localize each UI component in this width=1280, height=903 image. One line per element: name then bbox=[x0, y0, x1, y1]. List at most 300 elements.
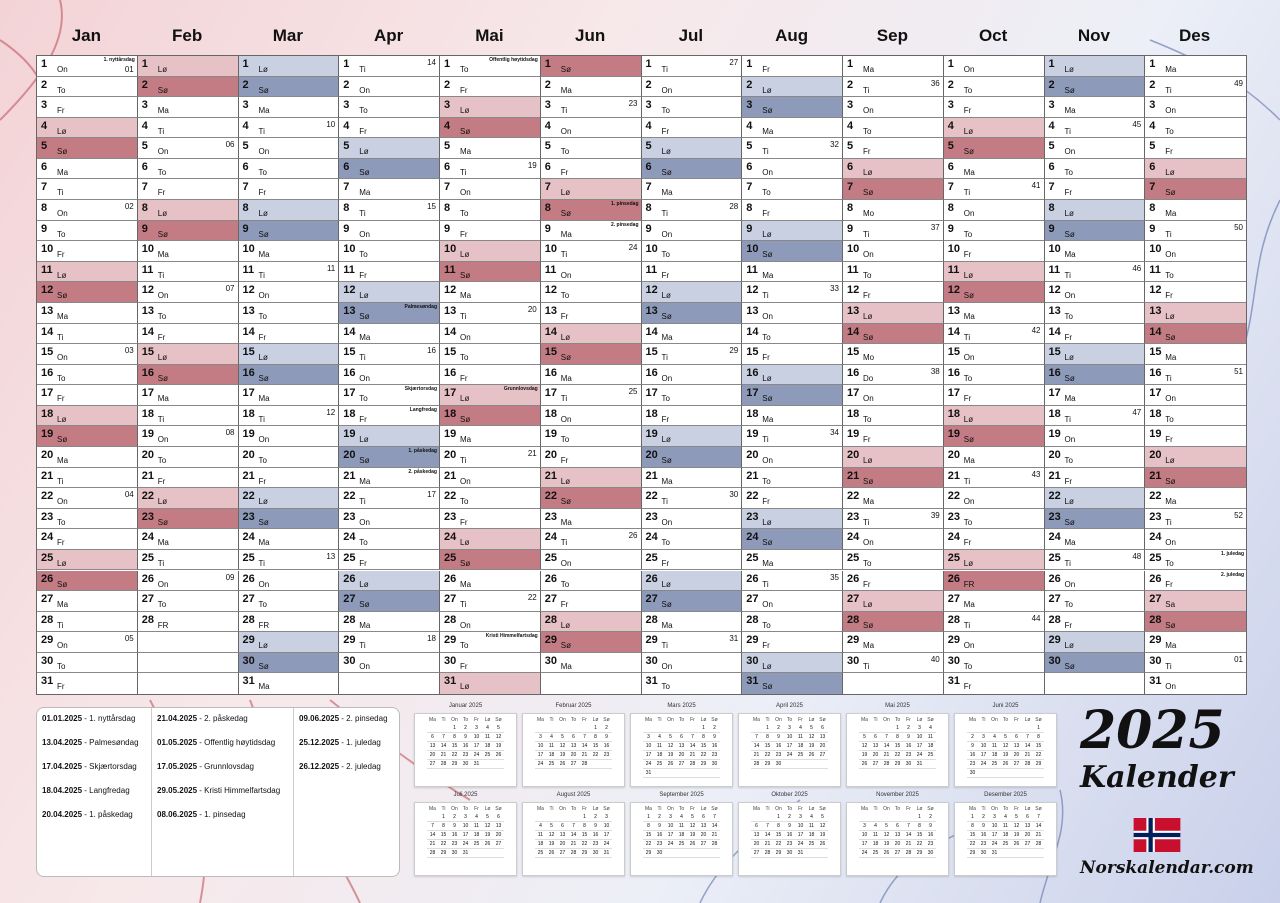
day-number: 18 bbox=[141, 407, 154, 420]
day-cell bbox=[944, 571, 1045, 592]
day-number: 6 bbox=[141, 160, 148, 173]
weekday-label: Fr bbox=[560, 600, 569, 610]
weekday-label: Sø bbox=[157, 373, 168, 383]
day-cell bbox=[138, 529, 239, 550]
empty-cell bbox=[339, 673, 440, 694]
day-number: 9 bbox=[343, 222, 350, 235]
weekday-label: To bbox=[157, 600, 167, 610]
mini-calendar bbox=[414, 792, 517, 862]
day-cell bbox=[944, 241, 1045, 262]
mini-calendar-body: Ma Ti On To Fr Lø Sø 1 2 3 4 5 6 7 8 9 10 11 12 13 14 15 16 17 18 19 20 21 22 23 24 25 26 27 28 29 30 31 bbox=[414, 713, 517, 787]
day-number: 30 bbox=[544, 654, 557, 667]
day-number: 7 bbox=[947, 181, 954, 194]
weekday-label: Fr bbox=[1165, 291, 1173, 301]
weekday-label: Sø bbox=[258, 373, 269, 383]
day-number: 4 bbox=[242, 119, 249, 132]
day-cell bbox=[138, 324, 239, 345]
day-cell bbox=[944, 303, 1045, 324]
day-cell bbox=[843, 653, 944, 674]
day-cell bbox=[541, 200, 642, 221]
day-cell bbox=[843, 571, 944, 592]
mini-calendar-body: Ma Ti On To Fr Lø Sø 1 2 3 4 5 6 7 8 9 10 11 12 13 14 15 16 17 18 19 20 21 22 23 24 25 26 27 28 29 30 bbox=[954, 713, 1057, 787]
day-number: 8 bbox=[41, 202, 48, 215]
weekday-label: To bbox=[963, 373, 973, 383]
weekday-label: Fr bbox=[762, 353, 770, 363]
day-number: 6 bbox=[444, 160, 451, 173]
weekday-label: Lø bbox=[157, 209, 168, 219]
day-number: 12 bbox=[847, 284, 860, 297]
day-number: 31 bbox=[947, 675, 960, 688]
day-number: 12 bbox=[544, 284, 557, 297]
weekday-label: To bbox=[359, 250, 368, 260]
day-cell bbox=[843, 591, 944, 612]
day-number: 11 bbox=[1048, 263, 1061, 276]
day-cell bbox=[37, 221, 138, 242]
weekday-label: Lø bbox=[157, 353, 168, 363]
weekday-label: On bbox=[1064, 435, 1076, 445]
weekday-label: On bbox=[762, 600, 773, 610]
day-cell bbox=[843, 118, 944, 139]
day-number: 20 bbox=[242, 449, 255, 462]
day-cell bbox=[1045, 344, 1146, 365]
weekday-label: Lø bbox=[661, 435, 671, 445]
day-cell bbox=[239, 632, 340, 653]
day-number: 13 bbox=[444, 304, 457, 317]
day-cell bbox=[944, 159, 1045, 180]
weekday-label: Fr bbox=[57, 538, 65, 548]
day-number: 10 bbox=[645, 243, 658, 256]
day-cell bbox=[37, 591, 138, 612]
weekday-label: Ti bbox=[157, 414, 165, 424]
week-number: 18 bbox=[427, 634, 436, 644]
weekday-label: Lø bbox=[1064, 209, 1074, 219]
day-cell bbox=[339, 159, 440, 180]
weekday-label: Ti bbox=[560, 394, 568, 404]
weekday-label: Sø bbox=[560, 209, 571, 219]
day-number: 11 bbox=[242, 263, 255, 276]
weekday-label: Ti bbox=[661, 209, 668, 219]
weekday-label: Lø bbox=[1064, 353, 1074, 363]
day-cell bbox=[1045, 138, 1146, 159]
day-number: 21 bbox=[544, 469, 557, 482]
day-number: 12 bbox=[947, 284, 960, 297]
website-label: Norskalendar.com bbox=[1080, 858, 1254, 878]
day-cell bbox=[944, 324, 1045, 345]
weekday-label: To bbox=[560, 435, 570, 445]
day-cell bbox=[944, 488, 1045, 509]
day-cell bbox=[138, 385, 239, 406]
day-cell bbox=[440, 673, 541, 694]
day-number: 25 bbox=[343, 551, 356, 564]
day-cell bbox=[843, 612, 944, 633]
day-cell bbox=[642, 282, 743, 303]
day-number: 17 bbox=[444, 387, 457, 400]
empty-cell bbox=[138, 653, 239, 674]
weekday-label: To bbox=[1064, 311, 1073, 321]
weekday-label: Sø bbox=[460, 126, 471, 136]
day-cell bbox=[742, 385, 843, 406]
day-number: 23 bbox=[947, 510, 960, 523]
weekday-label: Fr bbox=[661, 270, 670, 280]
weekday-label: Ma bbox=[57, 311, 69, 321]
weekday-label: To bbox=[460, 65, 469, 74]
day-number: 15 bbox=[746, 346, 759, 359]
day-number: 23 bbox=[847, 510, 860, 523]
weekday-label: To bbox=[661, 106, 670, 116]
weekday-label: Lø bbox=[1165, 456, 1175, 466]
day-number: 15 bbox=[242, 346, 255, 359]
weekday-label: Ti bbox=[762, 147, 769, 157]
day-cell bbox=[541, 221, 642, 242]
weekday-label: Do bbox=[863, 373, 874, 383]
day-cell bbox=[541, 97, 642, 118]
day-cell bbox=[742, 591, 843, 612]
day-cell bbox=[37, 118, 138, 139]
empty-cell bbox=[138, 632, 239, 653]
day-cell bbox=[339, 447, 440, 468]
day-cell bbox=[642, 77, 743, 98]
weekday-label: Fr bbox=[863, 291, 871, 301]
weekday-label: On bbox=[157, 435, 169, 445]
weekday-label: Ti bbox=[57, 188, 64, 198]
weekday-label: Fr bbox=[863, 579, 871, 589]
weekday-label: Sø bbox=[560, 353, 571, 363]
day-cell bbox=[642, 344, 743, 365]
day-cell bbox=[944, 118, 1045, 139]
day-number: 4 bbox=[544, 119, 551, 132]
weekday-label: Ti bbox=[661, 641, 668, 651]
year-calendar-grid bbox=[36, 55, 1247, 695]
day-cell bbox=[1045, 179, 1146, 200]
day-cell bbox=[239, 488, 340, 509]
day-cell bbox=[339, 221, 440, 242]
holiday-name: - 1. juledag bbox=[339, 738, 381, 747]
day-cell bbox=[742, 262, 843, 283]
day-cell bbox=[1045, 200, 1146, 221]
day-cell bbox=[1045, 159, 1146, 180]
day-cell bbox=[138, 509, 239, 530]
day-number: 1 bbox=[1149, 58, 1156, 70]
day-number: 23 bbox=[41, 510, 54, 523]
day-cell bbox=[138, 282, 239, 303]
holiday-label: Offentlig høytidsdag bbox=[489, 57, 538, 63]
day-cell bbox=[1145, 550, 1246, 571]
day-number: 4 bbox=[444, 119, 451, 132]
day-number: 3 bbox=[645, 99, 652, 112]
day-cell bbox=[1045, 282, 1146, 303]
day-number: 25 bbox=[41, 551, 54, 564]
month-header-jan: Jan bbox=[71, 26, 102, 45]
day-cell bbox=[843, 138, 944, 159]
day-number: 24 bbox=[444, 531, 457, 544]
empty-cell bbox=[541, 673, 642, 694]
day-number: 18 bbox=[847, 407, 860, 420]
weekday-label: Sø bbox=[258, 517, 269, 527]
weekday-label: Sø bbox=[560, 65, 571, 74]
weekday-label: Ma bbox=[963, 311, 975, 321]
holiday-label: Langfredag bbox=[409, 406, 437, 413]
weekday-label: To bbox=[460, 497, 469, 507]
day-cell bbox=[944, 673, 1045, 694]
weekday-label: Fr bbox=[57, 682, 65, 692]
week-number: 45 bbox=[1132, 119, 1142, 129]
day-cell bbox=[642, 612, 743, 633]
day-number: 22 bbox=[544, 490, 557, 503]
weekday-label: Sø bbox=[963, 435, 974, 445]
day-number: 7 bbox=[1048, 181, 1055, 194]
day-number: 6 bbox=[41, 160, 48, 173]
holiday-date: 29.05.2025 bbox=[157, 786, 198, 795]
day-cell bbox=[440, 591, 541, 612]
mini-calendar-title: Mars 2025 bbox=[667, 703, 696, 709]
day-number: 3 bbox=[242, 99, 249, 112]
weekday-label: Lø bbox=[57, 270, 67, 280]
day-cell bbox=[239, 653, 340, 674]
day-number: 4 bbox=[847, 119, 854, 132]
day-cell bbox=[843, 447, 944, 468]
day-cell bbox=[440, 632, 541, 653]
day-number: 19 bbox=[141, 428, 154, 441]
day-cell bbox=[742, 406, 843, 427]
day-number: 12 bbox=[1048, 284, 1061, 297]
day-number: 14 bbox=[41, 325, 54, 338]
weekday-label: To bbox=[1165, 414, 1174, 424]
weekday-label: Ti bbox=[661, 65, 668, 74]
weekday-label: Ti bbox=[157, 126, 165, 136]
weekday-label: Lø bbox=[460, 250, 470, 260]
weekday-label: On bbox=[1064, 291, 1076, 301]
weekday-label: To bbox=[359, 538, 368, 548]
day-cell bbox=[239, 77, 340, 98]
holiday-name: - Skjærtorsdag bbox=[82, 762, 137, 771]
weekday-label: On bbox=[1064, 147, 1076, 157]
week-number: 28 bbox=[729, 202, 739, 212]
weekday-label: To bbox=[1064, 600, 1073, 610]
weekday-label: Lø bbox=[762, 85, 772, 95]
day-cell bbox=[642, 653, 743, 674]
day-number: 1 bbox=[41, 58, 48, 70]
day-cell bbox=[944, 653, 1045, 674]
weekday-label: To bbox=[762, 188, 771, 198]
day-number: 3 bbox=[41, 99, 48, 112]
week-number: 09 bbox=[225, 572, 235, 582]
day-number: 24 bbox=[141, 531, 154, 544]
day-cell bbox=[37, 303, 138, 324]
day-number: 30 bbox=[645, 654, 658, 667]
weekday-label: On bbox=[1165, 682, 1176, 692]
weekday-label: On bbox=[963, 641, 975, 651]
day-cell bbox=[37, 365, 138, 386]
weekday-label: Ma bbox=[57, 456, 69, 466]
day-cell bbox=[440, 468, 541, 489]
day-number: 5 bbox=[343, 140, 350, 153]
day-cell bbox=[1045, 509, 1146, 530]
day-number: 6 bbox=[343, 160, 350, 173]
day-number: 19 bbox=[444, 428, 457, 441]
day-number: 31 bbox=[242, 675, 255, 688]
day-cell bbox=[1045, 529, 1146, 550]
week-number: 47 bbox=[1132, 407, 1142, 417]
weekday-label: On bbox=[1165, 394, 1176, 404]
day-number: 12 bbox=[41, 284, 54, 297]
weekday-label: Lø bbox=[57, 414, 67, 424]
day-cell bbox=[843, 632, 944, 653]
day-cell bbox=[1145, 56, 1246, 77]
day-cell bbox=[944, 179, 1045, 200]
day-number: 4 bbox=[746, 119, 753, 132]
weekday-label: On bbox=[560, 270, 572, 280]
day-number: 12 bbox=[645, 284, 658, 297]
weekday-label: Lø bbox=[258, 497, 268, 507]
weekday-label: Lø bbox=[963, 126, 974, 136]
weekday-label: To bbox=[963, 517, 973, 527]
day-number: 14 bbox=[746, 325, 759, 338]
weekday-label: To bbox=[1165, 126, 1174, 136]
day-cell bbox=[843, 221, 944, 242]
day-cell bbox=[440, 200, 541, 221]
day-number: 9 bbox=[645, 222, 652, 235]
weekday-label: Fr bbox=[359, 126, 367, 136]
day-number: 28 bbox=[746, 613, 759, 626]
day-number: 4 bbox=[41, 119, 48, 132]
day-cell bbox=[37, 509, 138, 530]
day-cell bbox=[339, 282, 440, 303]
weekday-label: Sø bbox=[359, 311, 370, 321]
holiday-name: - Grunnlovsdag bbox=[197, 762, 254, 771]
day-cell bbox=[239, 426, 340, 447]
day-number: 19 bbox=[1048, 428, 1061, 441]
day-number: 17 bbox=[645, 387, 658, 400]
day-number: 18 bbox=[947, 407, 960, 420]
day-number: 27 bbox=[242, 593, 255, 606]
holiday-name: - 1. påskedag bbox=[82, 810, 133, 819]
day-number: 27 bbox=[544, 593, 557, 606]
week-number: 13 bbox=[326, 551, 336, 561]
weekday-label: Mo bbox=[863, 209, 875, 219]
day-number: 4 bbox=[947, 119, 954, 132]
weekday-label: Fr bbox=[963, 106, 972, 116]
day-cell bbox=[642, 241, 743, 262]
day-number: 10 bbox=[947, 243, 960, 256]
holiday-date: 17.04.2025 bbox=[42, 762, 83, 771]
holiday-label: 2. påskedag bbox=[408, 468, 437, 475]
weekday-label: To bbox=[762, 476, 771, 486]
mini-calendar-title: September 2025 bbox=[659, 792, 704, 798]
weekday-label: On bbox=[863, 394, 874, 404]
weekday-label: Lø bbox=[460, 538, 470, 548]
week-number: 20 bbox=[527, 304, 537, 314]
weekday-label: To bbox=[963, 229, 973, 239]
weekday-label: Sø bbox=[1064, 85, 1075, 95]
week-number: 41 bbox=[1031, 181, 1041, 191]
weekday-label: Sø bbox=[762, 250, 773, 260]
day-number: 17 bbox=[41, 387, 54, 400]
day-number: 10 bbox=[544, 243, 557, 256]
day-number: 13 bbox=[947, 304, 960, 317]
day-cell bbox=[138, 426, 239, 447]
week-number: 52 bbox=[1234, 510, 1243, 520]
day-cell bbox=[944, 221, 1045, 242]
day-number: 3 bbox=[947, 99, 954, 112]
day-cell bbox=[339, 138, 440, 159]
day-cell bbox=[642, 385, 743, 406]
weekday-label: On bbox=[359, 661, 370, 671]
day-cell bbox=[642, 118, 743, 139]
day-number: 30 bbox=[444, 654, 457, 667]
weekday-label: To bbox=[661, 538, 670, 548]
day-number: 28 bbox=[544, 613, 557, 626]
holiday-entry bbox=[299, 762, 388, 786]
weekday-label: Sø bbox=[359, 600, 370, 610]
weekday-label: Ti bbox=[963, 332, 971, 342]
weekday-label: Ma bbox=[1165, 353, 1177, 363]
mini-calendar-title: Januar 2025 bbox=[448, 703, 483, 709]
weekday-label: Lø bbox=[258, 65, 268, 74]
day-number: 6 bbox=[1048, 160, 1055, 173]
weekday-label: Mo bbox=[863, 353, 875, 363]
weekday-label: Ma bbox=[157, 106, 169, 116]
weekday-label: Sø bbox=[863, 476, 874, 486]
day-cell bbox=[339, 56, 440, 77]
day-cell bbox=[1145, 303, 1246, 324]
day-number: 14 bbox=[343, 325, 356, 338]
weekday-label: Ti bbox=[359, 353, 366, 363]
weekday-label: Ti bbox=[963, 188, 971, 198]
day-cell bbox=[239, 221, 340, 242]
weekday-label: Sø bbox=[1165, 188, 1176, 198]
day-cell bbox=[642, 303, 743, 324]
day-number: 25 bbox=[645, 551, 658, 564]
day-number: 30 bbox=[343, 654, 356, 667]
day-cell bbox=[440, 262, 541, 283]
day-cell bbox=[239, 324, 340, 345]
holiday-date: 25.12.2025 bbox=[299, 738, 340, 747]
mini-calendar bbox=[522, 703, 625, 773]
day-cell bbox=[339, 529, 440, 550]
weekday-label: Ma bbox=[460, 147, 472, 157]
day-number: 15 bbox=[141, 346, 154, 359]
day-cell bbox=[440, 324, 541, 345]
day-cell bbox=[843, 468, 944, 489]
empty-cell bbox=[843, 673, 944, 694]
day-cell bbox=[944, 344, 1045, 365]
legend-column bbox=[42, 714, 139, 834]
day-cell bbox=[944, 282, 1045, 303]
holiday-entry bbox=[299, 738, 388, 762]
day-number: 3 bbox=[544, 99, 551, 112]
day-number: 23 bbox=[746, 510, 759, 523]
day-number: 7 bbox=[41, 181, 48, 194]
weekday-label: On bbox=[460, 188, 471, 198]
weekday-label: Sø bbox=[258, 229, 269, 239]
day-cell bbox=[138, 138, 239, 159]
day-cell bbox=[541, 653, 642, 674]
mini-calendar-body: Ma Ti On To Fr Lø Sø 1 2 3 4 5 6 7 8 9 10 11 12 13 14 15 16 17 18 19 20 21 22 23 24 25 26 27 28 29 30 31 bbox=[954, 802, 1057, 876]
weekday-label: To bbox=[157, 456, 167, 466]
day-cell bbox=[239, 159, 340, 180]
day-cell bbox=[1145, 138, 1246, 159]
weekday-label: Ma bbox=[560, 373, 572, 383]
day-cell bbox=[1045, 426, 1146, 447]
day-cell bbox=[440, 118, 541, 139]
weekday-label: Ma bbox=[258, 682, 270, 692]
day-number: 5 bbox=[1149, 140, 1156, 153]
weekday-label: On bbox=[258, 435, 270, 445]
day-cell bbox=[541, 56, 642, 77]
day-cell bbox=[944, 612, 1045, 633]
day-number: 8 bbox=[544, 202, 551, 215]
day-cell bbox=[440, 509, 541, 530]
